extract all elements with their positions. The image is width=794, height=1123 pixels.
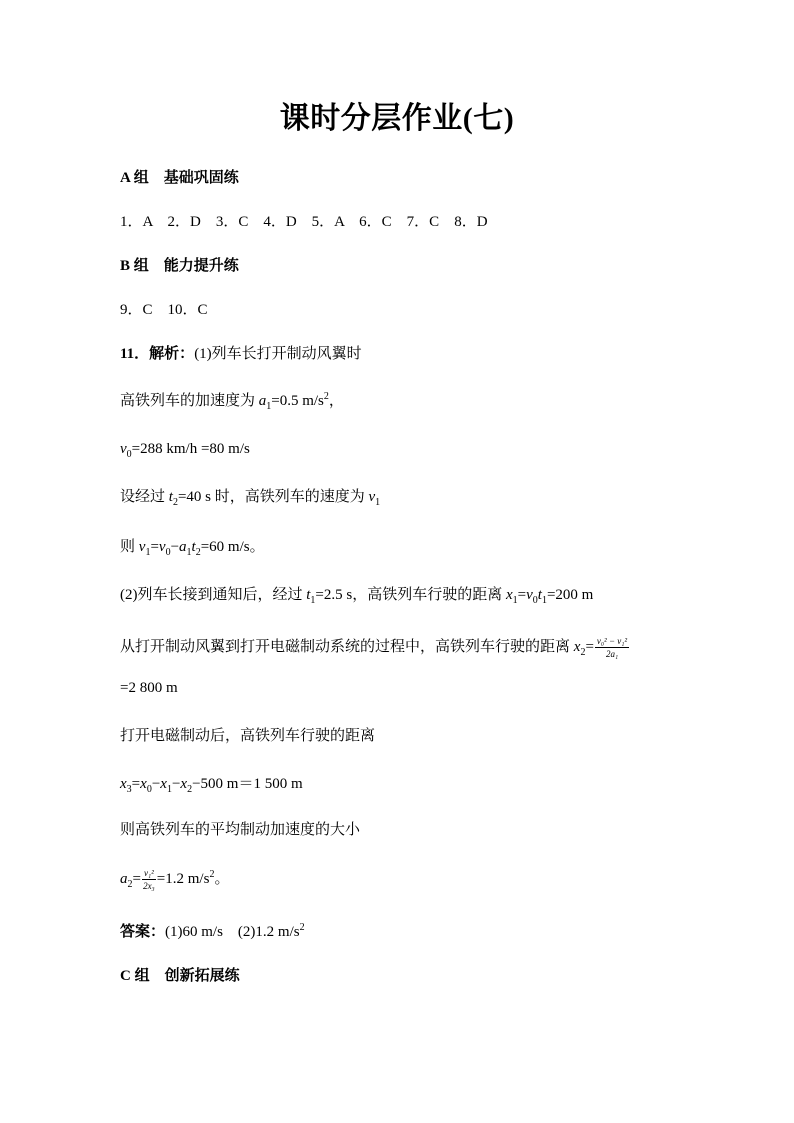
value: −500 m＝1 500 m (192, 776, 303, 792)
value: =40 s 时，高铁列车的速度为 (177, 489, 369, 505)
var: v (158, 539, 166, 555)
sup: 2 (299, 922, 305, 933)
page-title: 课时分层作业(七) (279, 102, 515, 135)
var: v (526, 587, 533, 603)
answer-text: (1)60 m/s (2)1.2 m/s (165, 924, 300, 940)
value: =288 km/h =80 m/s (131, 441, 250, 457)
var: t (191, 539, 196, 555)
var: t (306, 587, 311, 603)
group-b-label: B 组 能力提升练 (120, 258, 239, 274)
text: 则 (120, 539, 139, 555)
sub: 1 (310, 595, 316, 606)
op: = (585, 638, 594, 655)
op: − (151, 776, 161, 792)
group-a-answers: 1．A 2．D 3．C 4．D 5．A 6．C 7．C 8．D (120, 214, 488, 230)
group-b-answers: 9．C 10．C (120, 302, 208, 318)
sub: 1 (375, 497, 381, 508)
numerator: v₁² (143, 868, 154, 878)
q11-line-2 (120, 391, 344, 411)
var: t (537, 587, 542, 603)
q11-line-8: =2 800 m (120, 680, 178, 696)
sub: 0 (532, 595, 538, 606)
fraction-x2 (595, 636, 629, 659)
sub: 1 (512, 595, 518, 606)
var: v (120, 441, 127, 457)
answer-label: 答案： (120, 924, 166, 940)
sub: 1 (145, 547, 151, 558)
fraction-a2 (142, 868, 156, 891)
sub: 2 (172, 497, 178, 508)
denominator: 2x₃ (143, 881, 155, 891)
op: − (171, 776, 181, 792)
sup: 2 (323, 391, 329, 402)
text: 设经过 (120, 489, 169, 505)
op: = (517, 587, 527, 603)
sub: 0 (146, 784, 152, 795)
var: x (180, 776, 188, 792)
var: v (138, 539, 146, 555)
numerator: v₀² − v₁² (596, 636, 628, 646)
var: v (368, 489, 376, 505)
sub: 3 (126, 784, 132, 795)
q11-line-11: 则高铁列车的平均制动加速度的大小 (120, 822, 361, 838)
q11-line-5 (120, 537, 265, 557)
sub: 1 (266, 401, 272, 412)
denominator: 2a₁ (605, 649, 619, 659)
sub: 2 (195, 547, 201, 558)
sub: 2 (187, 784, 193, 795)
q11-line-12 (120, 868, 229, 891)
sup: 2 (209, 868, 215, 880)
value: =60 m/s。 (200, 539, 265, 555)
q11-line-9: 打开电磁制动后，高铁列车行驶的距离 (120, 728, 376, 744)
q11-line-6 (120, 585, 593, 605)
q11-part1: (1)列车长打开制动风翼时 (194, 346, 362, 362)
op: = (131, 776, 141, 792)
var: a (258, 393, 267, 409)
var: t (168, 489, 173, 505)
group-a-label: A 组 基础巩固练 (120, 170, 239, 186)
q11-head: 11．解析： (120, 346, 195, 362)
sub: 2 (580, 646, 586, 658)
op: = (150, 539, 159, 555)
sub: 0 (165, 547, 171, 558)
var: x (120, 776, 127, 792)
q11-line-10 (120, 774, 303, 794)
text: 高铁列车的加速度为 (120, 393, 259, 409)
op: = (132, 870, 141, 887)
sub: 1 (541, 595, 547, 606)
q11-line-7 (120, 636, 630, 659)
q11-line-1 (120, 344, 362, 364)
q11-line-4 (120, 487, 380, 507)
q11-answer (120, 922, 305, 942)
sub: 1 (166, 784, 172, 795)
var: x (160, 776, 167, 792)
group-c-label: C 组 创新拓展练 (120, 968, 240, 984)
punct: ， (328, 393, 344, 409)
text: (2)列车长接到通知后，经过 (120, 587, 307, 603)
var: x (505, 587, 513, 603)
sub: 2 (127, 878, 133, 890)
value: =1.2 m/s (156, 870, 210, 887)
var: x (140, 776, 147, 792)
sub: 0 (126, 449, 132, 460)
value: =0.5 m/s (271, 393, 324, 409)
q11-line-3 (120, 439, 250, 459)
value: =2.5 s，高铁列车行驶的距离 (315, 587, 506, 603)
punct: 。 (214, 870, 230, 887)
var: a (120, 870, 128, 887)
sub: 1 (186, 547, 192, 558)
var: x (573, 638, 581, 655)
op: − (170, 539, 180, 555)
text: 从打开制动风翼到打开电磁制动系统的过程中，高铁列车行驶的距离 (120, 638, 574, 655)
var: a (179, 539, 187, 555)
value: =200 m (546, 587, 594, 603)
